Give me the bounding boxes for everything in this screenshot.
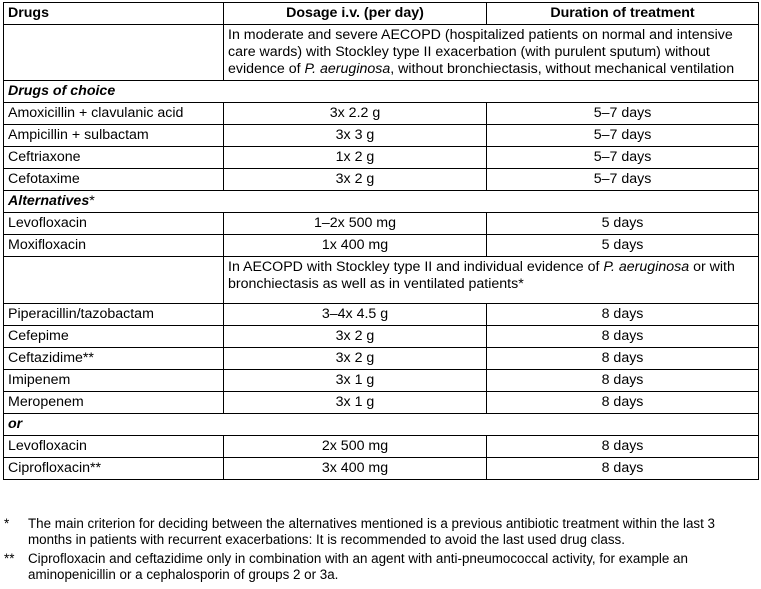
drug-duration: 8 days <box>487 326 759 348</box>
footnote-2 <box>4 551 756 583</box>
indication-text-2: In AECOPD with Stockley type II and individual evidence of P. aeruginosa or with bronchiectasis as well as in ventilated patients* <box>224 257 759 304</box>
drug-name: Levofloxacin <box>4 213 224 235</box>
drug-name: Cefotaxime <box>4 169 224 191</box>
table-row <box>4 348 759 370</box>
section-row-alternatives <box>4 191 759 213</box>
drug-dosage: 3x 2 g <box>224 348 487 370</box>
drug-name: Meropenem <box>4 392 224 414</box>
drug-duration: 5–7 days <box>487 169 759 191</box>
drug-dosage: 2x 500 mg <box>224 436 487 458</box>
table-row <box>4 304 759 326</box>
section-label: or <box>4 414 759 436</box>
footnote-mark: * <box>4 516 10 531</box>
table-row <box>4 235 759 257</box>
table-row <box>4 392 759 414</box>
drug-name: Ciprofloxacin** <box>4 458 224 480</box>
drug-dosage: 1x 400 mg <box>224 235 487 257</box>
drug-dosage: 3x 2 g <box>224 169 487 191</box>
footnote-mark: ** <box>4 551 15 566</box>
indication-spacer <box>4 257 224 304</box>
drug-duration: 5–7 days <box>487 103 759 125</box>
indication-row-2 <box>4 257 759 304</box>
indication-text-1: In moderate and severe AECOPD (hospitalized patients on normal and intensive care wards) with Stockley type II exacerbation (with purulent sputum) without evidence of P. aeruginosa, without bronchiectasis, without mechanical ventilation <box>224 25 759 81</box>
drug-name: Cefepime <box>4 326 224 348</box>
drug-name: Ceftazidime** <box>4 348 224 370</box>
header-duration: Duration of treatment <box>487 3 759 25</box>
drug-duration: 5 days <box>487 235 759 257</box>
drug-duration: 8 days <box>487 392 759 414</box>
drug-dosage: 3x 1 g <box>224 370 487 392</box>
section-row-or <box>4 414 759 436</box>
drug-name: Moxifloxacin <box>4 235 224 257</box>
footnote-text: Ciprofloxacin and ceftazidime only in combination with an agent with anti-pneumococcal activity, for example an aminopenicillin or a cephalosporin of groups 2 or 3a. <box>28 551 688 582</box>
header-drugs: Drugs <box>4 3 224 25</box>
footnote-1 <box>4 516 756 548</box>
table-row <box>4 326 759 348</box>
drug-duration: 5 days <box>487 213 759 235</box>
footnote-text: The main criterion for deciding between the alternatives mentioned is a previous antibiotic treatment within the last 3 months in patients with recurrent exacerbations: It is recommended to avoid the last used drug class. <box>28 516 716 547</box>
table-header-row <box>4 3 759 25</box>
drug-name: Amoxicillin + clavulanic acid <box>4 103 224 125</box>
antibiotic-table <box>3 2 759 480</box>
drug-duration: 8 days <box>487 458 759 480</box>
drug-dosage: 1x 2 g <box>224 147 487 169</box>
table-row <box>4 213 759 235</box>
drug-dosage: 3x 3 g <box>224 125 487 147</box>
drug-dosage: 3x 400 mg <box>224 458 487 480</box>
drug-name: Imipenem <box>4 370 224 392</box>
drug-name: Levofloxacin <box>4 436 224 458</box>
drug-dosage: 3–4x 4.5 g <box>224 304 487 326</box>
section-label: Drugs of choice <box>4 81 759 103</box>
drug-duration: 5–7 days <box>487 147 759 169</box>
drug-dosage: 3x 2 g <box>224 326 487 348</box>
section-row-drugs-of-choice <box>4 81 759 103</box>
drug-dosage: 1–2x 500 mg <box>224 213 487 235</box>
drug-dosage: 3x 2.2 g <box>224 103 487 125</box>
table-row <box>4 103 759 125</box>
drug-duration: 8 days <box>487 348 759 370</box>
table-row <box>4 458 759 480</box>
indication-row-1 <box>4 25 759 81</box>
section-label: Alternatives* <box>4 191 759 213</box>
drug-name: Ampicillin + sulbactam <box>4 125 224 147</box>
header-dosage: Dosage i.v. (per day) <box>224 3 487 25</box>
drug-name: Piperacillin/tazobactam <box>4 304 224 326</box>
table-row <box>4 436 759 458</box>
indication-spacer <box>4 25 224 81</box>
drug-dosage: 3x 1 g <box>224 392 487 414</box>
table-row <box>4 125 759 147</box>
table-row <box>4 147 759 169</box>
drug-duration: 5–7 days <box>487 125 759 147</box>
drug-duration: 8 days <box>487 304 759 326</box>
drug-name: Ceftriaxone <box>4 147 224 169</box>
drug-duration: 8 days <box>487 436 759 458</box>
table-row <box>4 370 759 392</box>
table-row <box>4 169 759 191</box>
drug-duration: 8 days <box>487 370 759 392</box>
